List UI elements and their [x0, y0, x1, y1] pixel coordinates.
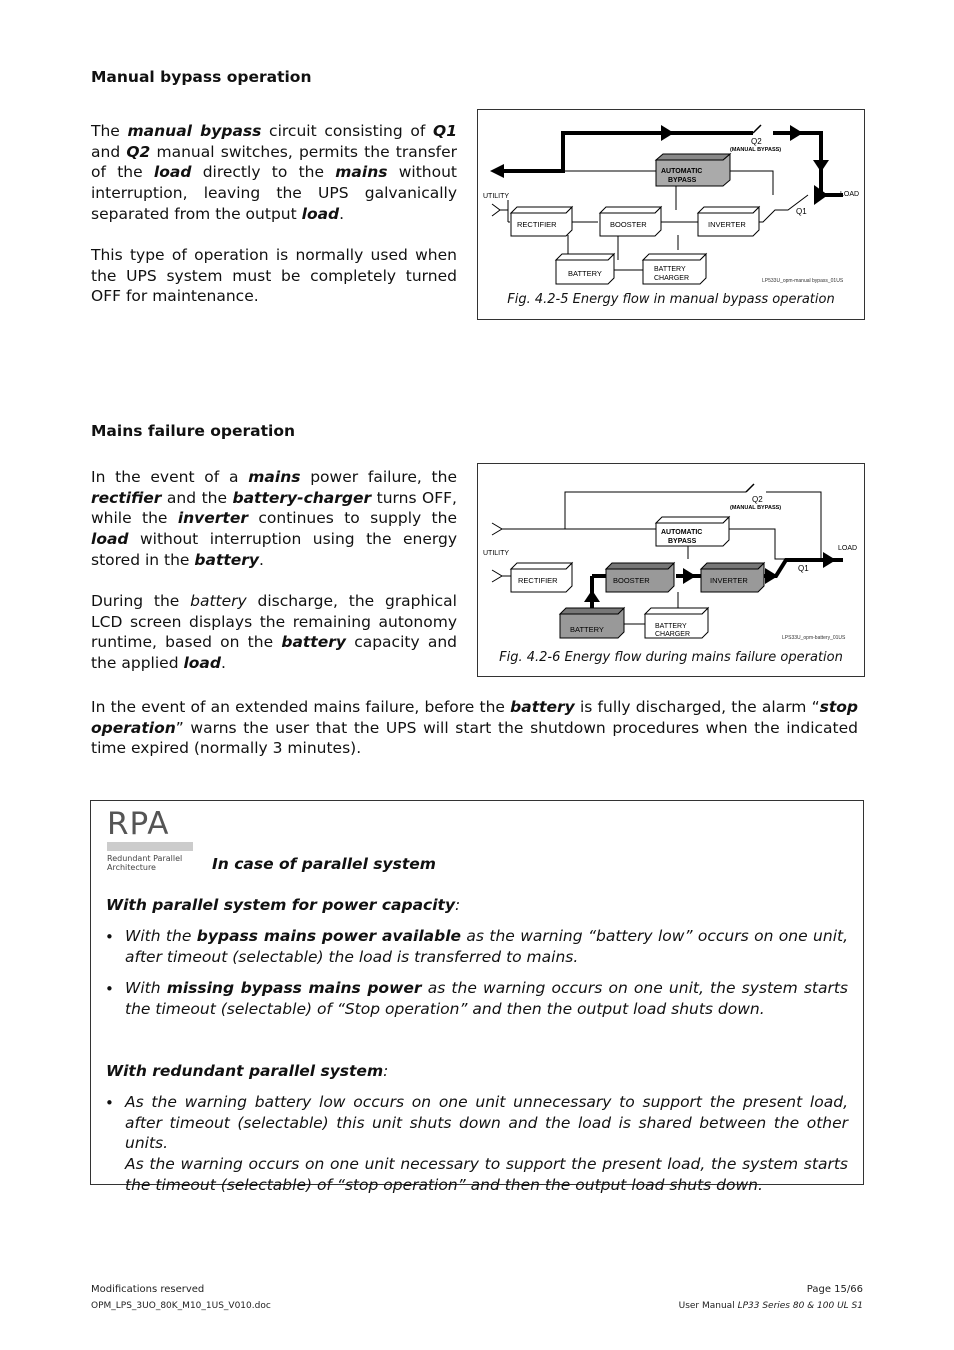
- mains-failure-paragraph-3: [91, 697, 858, 759]
- figure-code: LP533U_opm-manual bypass_01US: [762, 278, 844, 284]
- text-run: discharge, the graphical LCD screen displays the remaining autonomy runtime, based on the: [91, 592, 457, 652]
- load-label: LOAD: [838, 545, 858, 552]
- emphasis: battery: [510, 698, 575, 716]
- emphasis: bypass mains power available: [196, 927, 462, 945]
- rectifier-label: RECTIFIER: [517, 220, 557, 229]
- emphasis: load: [91, 530, 129, 549]
- logo-sub-1: Redundant Parallel: [107, 854, 183, 863]
- text-run: continues to supply the: [248, 509, 457, 528]
- bullet: •: [105, 1094, 114, 1112]
- text-run: turns OFF, while the: [91, 488, 457, 528]
- text-run: as the warning occurs on one unit, the system starts the timeout (selectable) of “Stop operation” and then the output load shuts down.: [125, 979, 849, 1018]
- emphasis: manual bypass: [127, 122, 262, 140]
- charger-label-1: BATTERY: [654, 266, 686, 273]
- text-run: directly to the: [191, 163, 336, 182]
- figure-caption: Fig. 4.2-5 Energy flow in manual bypass operation: [507, 292, 835, 307]
- figure-mains-failure: [477, 463, 865, 677]
- emphasis: inverter: [177, 509, 249, 528]
- italic-term: battery: [190, 592, 247, 610]
- manual-series: LP33 Series 80 & 100 UL S1: [737, 1301, 863, 1311]
- emphasis: mains: [248, 468, 301, 486]
- note-bullet-3b: As the warning occurs on one unit necessary to support the present load, the system starts the timeout (selectable) of “stop operation” and then the output load shuts down.: [125, 1155, 848, 1194]
- emphasis: Q2: [126, 142, 151, 161]
- booster-label: BOOSTER: [610, 220, 647, 229]
- manual-bypass-label: (MANUAL BYPASS): [730, 505, 782, 511]
- text-run: capacity and the applied: [91, 633, 457, 673]
- battery-label: BATTERY: [570, 625, 604, 634]
- battery-label: BATTERY: [568, 269, 602, 278]
- text-run: With the: [125, 927, 197, 945]
- rectifier-label: RECTIFIER: [518, 576, 558, 585]
- text-run: circuit consisting of: [261, 122, 434, 140]
- note-bullet-3a: As the warning battery low occurs on one unit unnecessary to support the present load, after timeout (selectable) this unit shuts down and the load is shared between the other units.: [125, 1093, 848, 1153]
- figure-manual-bypass: [477, 109, 865, 320]
- text-run: without interruption, leaving the UPS galvanically separated from the output: [91, 163, 457, 223]
- emphasis: load: [183, 654, 221, 673]
- inverter-label: INVERTER: [710, 576, 748, 585]
- emphasis: stop operation: [91, 698, 858, 737]
- emphasis: mains: [335, 163, 388, 182]
- emphasis: load: [301, 204, 340, 223]
- emphasis: Q1: [433, 122, 457, 140]
- note-bullet-2: [125, 978, 848, 1019]
- q2-label: Q2: [751, 137, 762, 146]
- note-subheading-2: [106, 1061, 388, 1082]
- colon: :: [455, 896, 461, 914]
- footer-left-1: Modifications reserved: [91, 1284, 205, 1295]
- text-run: During the: [91, 592, 191, 610]
- emphasis: battery-charger: [232, 488, 372, 507]
- footer-manual-title: [679, 1301, 863, 1311]
- mains-failure-paragraph-1: [91, 467, 457, 571]
- rpa-logo-text: RPA: [107, 806, 170, 842]
- logo-bar: [107, 842, 193, 851]
- note-title: In case of parallel system: [212, 855, 436, 873]
- footer-left-2: OPM_LPS_3UO_80K_M10_1US_V010.doc: [91, 1301, 271, 1311]
- manual-bypass-paragraph-1: [91, 121, 457, 225]
- text-run: .: [221, 654, 226, 673]
- q2-label: Q2: [752, 495, 763, 504]
- booster-label: BOOSTER: [613, 576, 650, 585]
- text-run: With: [125, 979, 167, 997]
- text-run: In the event of an extended mains failure, before the: [91, 698, 511, 716]
- diagram-mains-failure: [478, 464, 864, 646]
- utility-label: UTILITY: [483, 550, 510, 557]
- note-bullet-3: [125, 1092, 848, 1196]
- text-run: .: [259, 550, 264, 569]
- subheading-2-text: With redundant parallel system: [106, 1062, 384, 1080]
- text-run: .: [339, 204, 345, 223]
- q1-label: Q1: [796, 207, 807, 216]
- emphasis: battery: [194, 550, 260, 569]
- text-run: and: [91, 142, 127, 161]
- utility-label: UTILITY: [483, 193, 510, 200]
- emphasis: battery: [281, 633, 346, 652]
- manual-label: User Manual: [678, 1301, 738, 1311]
- diagram-manual-bypass: [478, 110, 864, 292]
- emphasis: missing bypass mains power: [166, 979, 422, 997]
- subheading-1-text: With parallel system for power capacity: [106, 896, 456, 914]
- inverter-label: INVERTER: [708, 220, 746, 229]
- logo-sub-2: Architecture: [107, 863, 156, 872]
- manual-bypass-paragraph-2: This type of operation is normally used when the UPS system must be completely turned OFF for maintenance.: [91, 246, 457, 306]
- text-run: and the: [161, 488, 233, 507]
- bullet: •: [105, 928, 114, 946]
- mains-failure-paragraph-2: [91, 591, 457, 674]
- text-run: power failure, the: [300, 468, 457, 486]
- footer-page-number: Page 15/66: [806, 1284, 863, 1295]
- load-label: LOAD: [840, 191, 860, 198]
- note-subheading-1: [106, 895, 460, 916]
- bullet: •: [105, 980, 114, 998]
- emphasis: load: [153, 163, 192, 182]
- section-heading-mains-failure: Mains failure operation: [91, 422, 296, 440]
- text-run: manual switches, permits the transfer of the: [91, 142, 458, 182]
- bypass-label: BYPASS: [668, 538, 697, 545]
- charger-label-2: CHARGER: [655, 631, 691, 638]
- text-run: as the warning “battery low” occurs on one unit, after timeout (selectable) the load is transferred to mains.: [125, 927, 849, 966]
- figure-caption: Fig. 4.2-6 Energy flow during mains failure operation: [499, 650, 843, 665]
- text-run: ” warns the user that the UPS will start the shutdown procedures when the indicated time expired (normally 3 minutes).: [91, 718, 858, 758]
- manual-bypass-label: (MANUAL BYPASS): [730, 147, 782, 153]
- text-run: In the event of a: [91, 468, 249, 486]
- automatic-label: AUTOMATIC: [661, 168, 703, 175]
- parallel-system-note: [90, 800, 864, 1194]
- figure-code: LPS33U_opm-battery_01US: [782, 635, 846, 641]
- automatic-label: AUTOMATIC: [661, 529, 703, 536]
- bypass-label: BYPASS: [668, 177, 697, 184]
- charger-label-1: BATTERY: [655, 623, 687, 630]
- text-run: without interruption using the energy stored in the: [91, 530, 457, 569]
- section-heading-manual-bypass: Manual bypass operation: [91, 68, 312, 86]
- text-run: The: [91, 122, 128, 140]
- note-bullet-1: [125, 926, 848, 967]
- emphasis: rectifier: [91, 488, 162, 507]
- charger-label-2: CHARGER: [654, 275, 690, 282]
- q1-label: Q1: [798, 564, 809, 573]
- colon: :: [383, 1062, 389, 1080]
- rpa-logo: [107, 807, 197, 872]
- text-run: is fully discharged, the alarm “: [574, 698, 820, 716]
